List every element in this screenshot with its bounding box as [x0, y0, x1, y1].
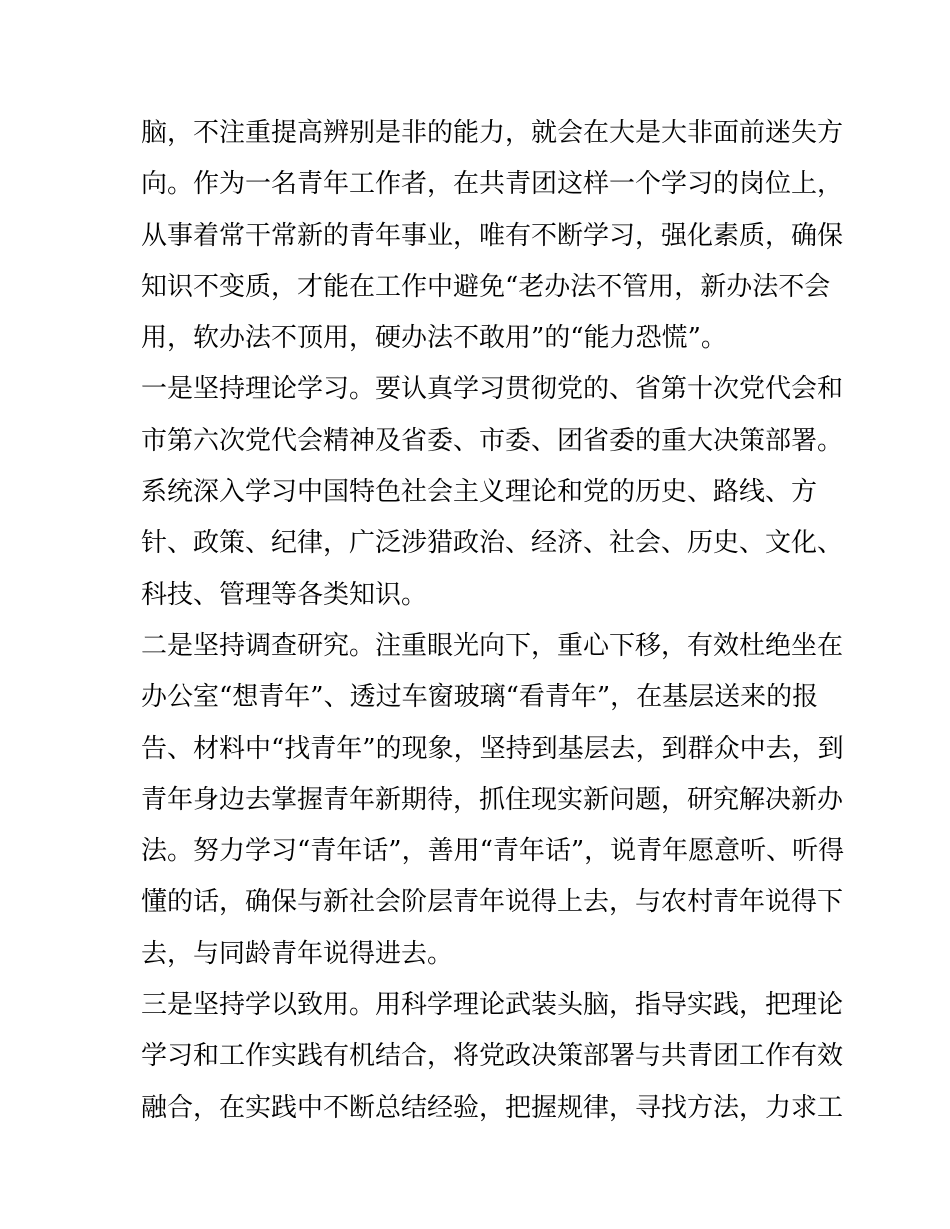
text-line: 懂的话，确保与新社会阶层青年说得上去，与农村青年说得下	[141, 887, 844, 918]
text-line: 脑，不注重提高辨别是非的能力，就会在大是大非面前迷失方	[141, 118, 844, 148]
document-body	[141, 108, 845, 1134]
text-line: 告、材料中“找青年”的现象，坚持到基层去，到群众中去，到	[141, 733, 844, 764]
text-line: 办公室“想青年”、透过车窗玻璃“看青年”，在基层送来的报	[141, 682, 819, 713]
text-line: 融合，在实践中不断总结经验，把握规律，寻找方法，力求工	[141, 1092, 844, 1123]
text-line: 一是坚持理论学习。要认真学习贯彻党的、省第十次党代会和	[141, 374, 844, 405]
text-line: 针、政策、纪律，广泛涉猎政治、经济、社会、历史、文化、	[141, 528, 844, 559]
text-line: 法。努力学习“青年话”，善用“青年话”，说青年愿意听、听得	[141, 836, 845, 867]
text-line: 科技、管理等各类知识。	[141, 579, 428, 610]
paragraph-theory-study	[141, 364, 844, 620]
text-line: 用，软办法不顶用，硬办法不敢用”的“能力恐慌”。	[141, 323, 727, 354]
text-line: 从事着常干常新的青年事业，唯有不断学习，强化素质，确保	[141, 220, 844, 251]
text-line: 二是坚持调查研究。注重眼光向下，重心下移，有效杜绝坐在	[141, 630, 844, 661]
text-line: 知识不变质，才能在工作中避免“老办法不管用，新办法不会	[141, 271, 831, 302]
text-line: 系统深入学习中国特色社会主义理论和党的历史、路线、方	[141, 477, 818, 508]
text-line: 学习和工作实践有机结合，将党政决策部署与共青团工作有效	[141, 1041, 844, 1072]
text-line: 向。作为一名青年工作者，在共青团这样一个学习的岗位上，	[141, 169, 844, 200]
text-line: 市第六次党代会精神及省委、市委、团省委的重大决策部署。	[141, 425, 844, 456]
text-line: 三是坚持学以致用。用科学理论武装头脑，指导实践，把理论	[141, 990, 844, 1021]
paragraph-investigation	[141, 621, 845, 980]
paragraph-intro	[141, 108, 844, 364]
text-line: 去，与同龄青年说得进去。	[141, 938, 454, 969]
text-line: 青年身边去掌握青年新期待，抓住现实新问题，研究解决新办	[141, 784, 844, 815]
paragraph-apply-learning	[141, 980, 844, 1134]
